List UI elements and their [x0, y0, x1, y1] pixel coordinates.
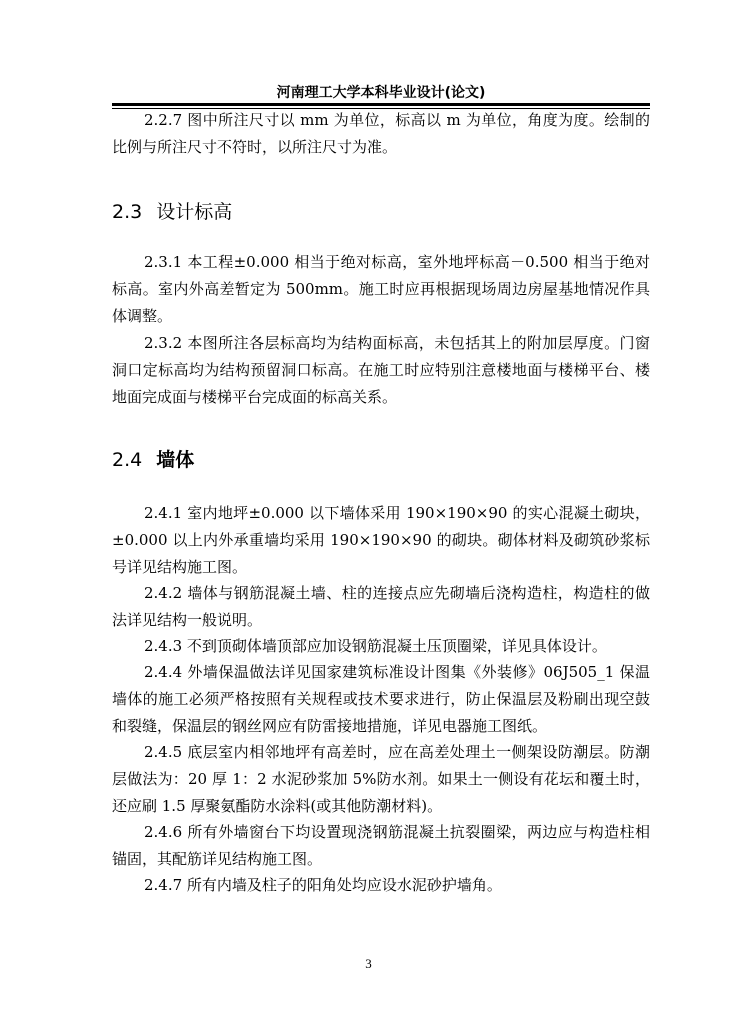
- paragraph-2-4-6: 2.4.6 所有外墙窗台下均设置现浇钢筋混凝土抗裂圈梁，两边应与构造柱相锚固，其配筋详见结构施工图。: [112, 823, 650, 868]
- paragraph-2-4-7: 2.4.7 所有内墙及柱子的阳角处均应设水泥砂护墙角。: [144, 876, 502, 894]
- section-heading-2-3: [112, 200, 232, 224]
- paragraph-2-3-2: 2.3.2 本图所注各层标高均为结构面标高，未包括其上的附加层厚度。门窗洞口定标高均为结构预留洞口标高。在施工时应特别注意楼地面与楼梯平台、楼地面完成面与楼梯平台完成面的标高关系。: [112, 334, 650, 406]
- paragraph-2-4-1: 2.4.1 室内地坪±0.000 以下墙体采用 190×190×90 的实心混凝土砌块，±0.000 以上内外承重墙均采用 190×190×90 的砌块。砌体材料及砌筑砂浆标号详见结构施工图。: [112, 504, 650, 576]
- paragraph-2-4-2: 2.4.2 墙体与钢筋混凝土墙、柱的连接点应先砌墙后浇构造柱，构造柱的做法详见结构一般说明。: [112, 584, 650, 629]
- section-title: 墙体: [156, 449, 195, 471]
- paragraph-2-4-5: 2.4.5 底层室内相邻地坪有高差时，应在高差处理土一侧架设防潮层。防潮层做法为：20 厚 1：2 水泥砂浆加 5%防水剂。如果土一侧设有花坛和覆土时，还应刷 1.5 厚聚氨酯防水涂料(或其他防潮材料)。: [112, 743, 650, 815]
- page-header-title: 河南理工大学本科毕业设计(论文): [276, 85, 486, 101]
- paragraph-2-3-1: 2.3.1 本工程±0.000 相当于绝对标高，室外地坪标高－0.500 相当于绝对标高。室内外高差暂定为 500mm。施工时应再根据现场周边房屋基地情况作具体调整。: [112, 253, 650, 325]
- section-number: 2.3: [112, 201, 143, 223]
- paragraph-2-4-4: 2.4.4 外墙保温做法详见国家建筑标准设计图集《外装修》06J505_1 保温墙体的施工必须严格按照有关规程或技术要求进行，防止保温层及粉刷出现空鼓和裂缝，保温层的钢丝网应有防雷接地措施，详见电器施工图纸。: [112, 663, 650, 735]
- page-number: 3: [365, 956, 372, 971]
- paragraph-2-4-3: 2.4.3 不到顶砌体墙顶部应加设钢筋混凝土压顶圈梁，详见具体设计。: [144, 637, 607, 655]
- section-title: 设计标高: [156, 201, 233, 223]
- paragraph-2-2-7: 2.2.7 图中所注尺寸以 mm 为单位，标高以 m 为单位，角度为度。绘制的比例与所注尺寸不符时，以所注尺寸为准。: [112, 111, 650, 156]
- section-number: 2.4: [112, 449, 143, 471]
- header-rule-thick: [112, 103, 650, 106]
- section-heading-2-4: [112, 448, 194, 472]
